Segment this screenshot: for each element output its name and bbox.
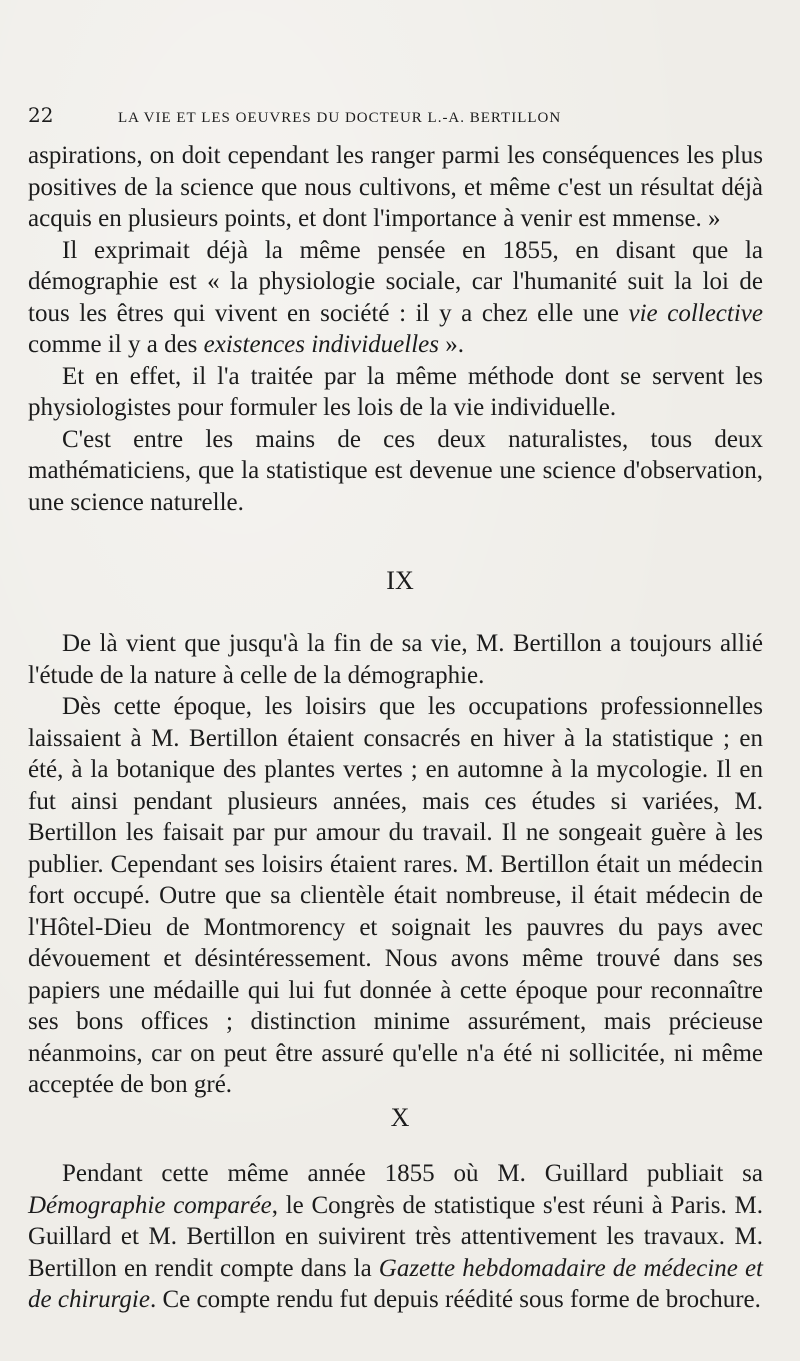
italic-title: Démographie comparée (28, 1191, 272, 1219)
paragraph-naturalists: C'est entre les mains de ces deux naturalistes, tous deux mathématiciens, que la statistique est devenue une science d'observation, une science naturelle. (28, 425, 763, 516)
paragraph-demography-1855 (28, 235, 763, 361)
paragraph-congress (28, 1158, 763, 1316)
italic-title: Gazette hebdomadaire de médecine et de chirurgie (28, 1254, 763, 1313)
section-heading-x: X (390, 1103, 410, 1132)
page-number: 22 (28, 103, 54, 127)
italic-phrase: vie collective (628, 299, 763, 327)
running-title: LA VIE ET LES OEUVRES DU DOCTEUR L.-A. BERTILLON (118, 110, 562, 126)
section-heading-ix: IX (386, 566, 414, 595)
opening-text-block (28, 140, 763, 518)
paragraph-leisure: Dès cette époque, les loisirs que les occupations professionnelles laissaient à M. Bertillon étaient consacrés en hiver à la statistique ; en été, à la botanique des plantes vertes ; en automne à la mycologie. Il en fut ainsi pendant plusieurs années, mais ces études si variées, M. Bertillon les faisait par pur amour du travail. Il ne songeait guère à les publier. Cependant ses loisirs étaient rares. M. Bertillon était un médecin fort occupé. Outre que sa clientèle était nombreuse, il était médecin de l'Hôtel-Dieu de Montmorency et soignait les pauvres du pays avec dévouement et désintéressement. Nous avons même trouvé dans ses papiers une médaille qui lui fut donnée à cette époque pour reconnaître ses bons offices ; distinction minime assurément, mais précieuse néanmoins, car on peut être assuré qu'elle n'a été ni sollicitée, ni même acceptée de bon gré. (28, 693, 763, 1098)
italic-phrase: existences individuelles (203, 331, 439, 358)
paragraph-text: Il exprimait déjà la même pensée en 1855, en disant que la démographie est « la physiologie sociale, car l'humanité suit la loi de tous les êtres qui vivent en société : il y a chez elle une (28, 236, 763, 327)
paragraph-method: Et en effet, il l'a traitée par la même méthode dont se servent les physiologistes pour formuler les lois de la vie individuelle. (28, 362, 763, 421)
paragraph-continuation: aspirations, on doit cependant les ranger parmi les conséquences les plus positives de la science que nous cultivons, et même c'est un résultat déjà acquis en plusieurs points, et dont l'importance à venir est mmense. » (28, 142, 763, 232)
running-header (28, 103, 718, 129)
section-x-text-block (28, 1158, 763, 1316)
paragraph-text: , le Congrès de statistique s'est réuni à Paris. M. Guillard et M. Bertillon en suivirent très attentivement les travaux. M. Bertillon en rendit compte dans la (28, 1191, 763, 1282)
paragraph-nature-study: De là vient que jusqu'à la fin de sa vie, M. Bertillon a toujours allié l'étude de la nature à celle de la démographie. (28, 630, 763, 689)
paragraph-text: ». (438, 331, 464, 358)
paragraph-text: Pendant cette même année 1855 où M. Guillard publiait sa (62, 1160, 763, 1187)
paragraph-text: . Ce compte rendu fut depuis réédité sous forme de brochure. (149, 1286, 761, 1313)
paragraph-text: comme il y a des (28, 331, 204, 358)
section-ix-text-block (28, 628, 763, 1101)
